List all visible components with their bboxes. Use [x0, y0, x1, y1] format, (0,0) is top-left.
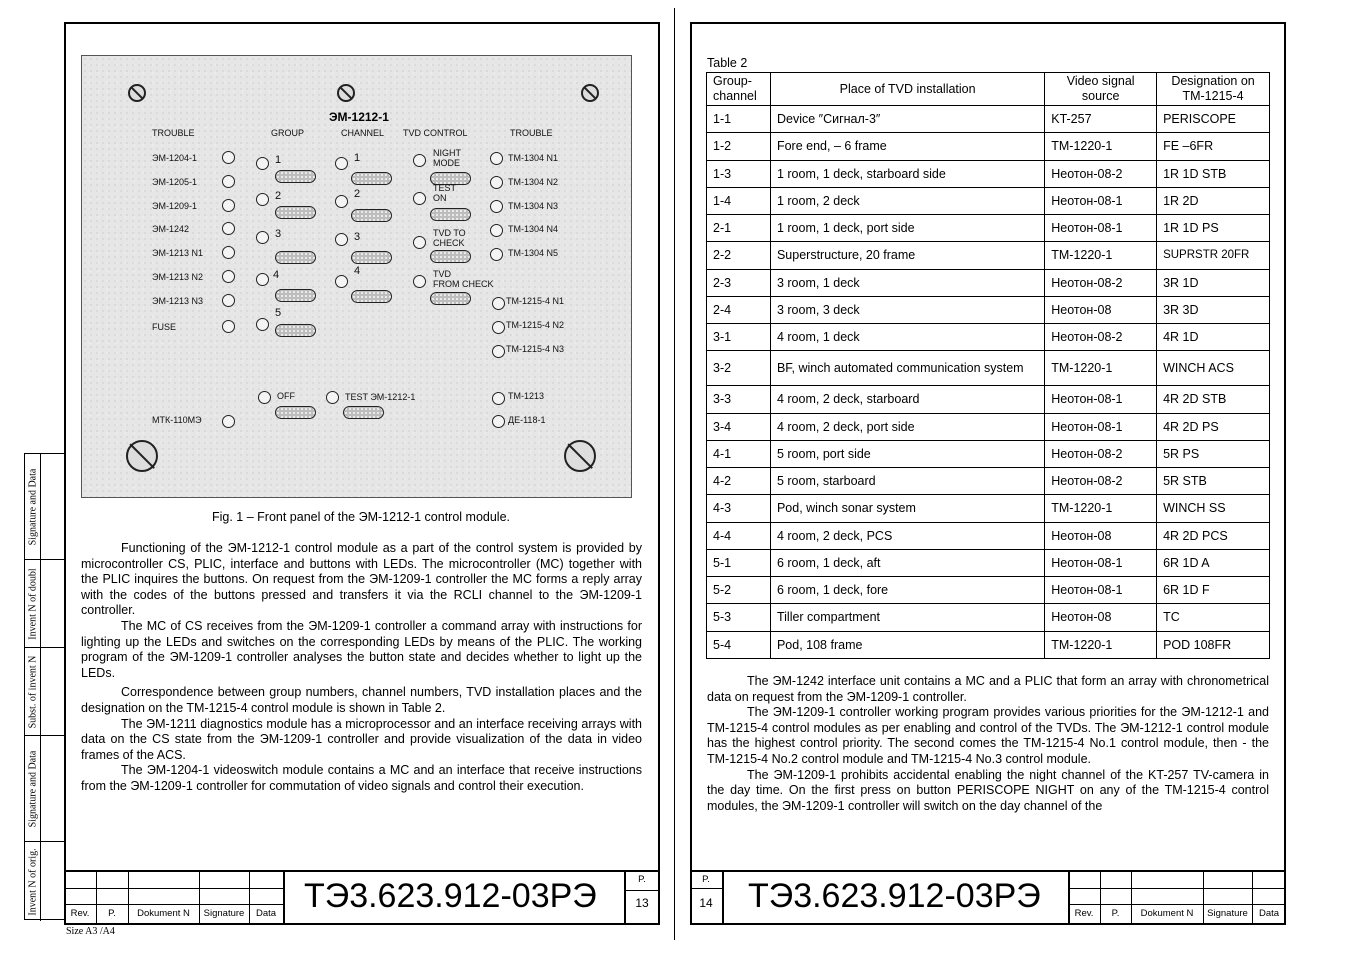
channel-4-button[interactable]: [351, 290, 392, 303]
group-channel-cell: 2-2: [707, 242, 771, 269]
side-stamp-blank: [41, 560, 65, 648]
doc-label: Dokument N: [137, 908, 190, 919]
channel-3-button[interactable]: [351, 251, 392, 264]
video-source-cell: Неотон-08-1: [1045, 549, 1157, 576]
tvd-label: TVD FROM CHECK: [433, 269, 494, 289]
table-row: [707, 269, 1270, 296]
video-source-cell: Неотон-08: [1045, 604, 1157, 631]
tvd-label: TEST ON: [433, 183, 457, 203]
place-cell: Tiller compartment: [770, 604, 1044, 631]
trouble-label: ЭМ-1242: [152, 224, 189, 234]
signature-label: Signature: [203, 908, 245, 919]
screw-icon: [581, 84, 599, 102]
trouble-led: [492, 345, 505, 358]
trouble-led: [492, 415, 505, 428]
tvd-label: TVD TO CHECK: [433, 228, 466, 248]
off-label: OFF: [277, 391, 295, 401]
side-stamp-cell: [25, 648, 41, 736]
place-cell: 6 room, 1 deck, aft: [770, 549, 1044, 576]
page-divider: [674, 8, 675, 940]
group-channel-cell: 3-1: [707, 324, 771, 351]
table-row: [707, 133, 1270, 160]
trouble-led: [222, 246, 235, 259]
tvd-led: [413, 236, 426, 249]
table-header: Designation on TM-1215-4: [1157, 73, 1270, 106]
group-number: 2: [275, 190, 282, 202]
table-row: [707, 413, 1270, 440]
group-channel-cell: 2-4: [707, 296, 771, 323]
tvd-from-check-button[interactable]: [430, 292, 471, 305]
designation-cell: 1R 1D STB: [1157, 160, 1270, 187]
trouble-led: [222, 222, 235, 235]
channel-number: 1: [354, 152, 361, 164]
designation-cell: SUPRSTR 20FR: [1157, 242, 1270, 269]
side-stamp-label: Signature and Data: [27, 468, 38, 545]
trouble-label: ЭМ-1209-1: [152, 201, 197, 211]
video-source-cell: TM-1220-1: [1045, 242, 1157, 269]
designation-cell: 4R 2D STB: [1157, 386, 1270, 413]
place-cell: 1 room, 1 deck, port side: [770, 215, 1044, 242]
table-header: Group- channel: [707, 73, 771, 106]
place-cell: 3 room, 3 deck: [770, 296, 1044, 323]
page-number: 13: [635, 896, 649, 910]
group-led: [256, 157, 269, 170]
table-row: [707, 296, 1270, 323]
side-stamp-cell: [25, 736, 41, 842]
trouble-label: TM-1215-4 N1: [506, 296, 565, 306]
group-channel-cell: 4-1: [707, 440, 771, 467]
group-channel-cell: 4-2: [707, 468, 771, 495]
channel-led: [335, 195, 348, 208]
trouble-led: [222, 270, 235, 283]
group-channel-cell: 1-2: [707, 133, 771, 160]
designation-cell: 4R 1D: [1157, 324, 1270, 351]
designation-cell: 6R 1D F: [1157, 577, 1270, 604]
designation-cell: 6R 1D A: [1157, 549, 1270, 576]
table-row: [707, 440, 1270, 467]
trouble-label: FUSE: [152, 322, 177, 332]
trouble-led: [490, 248, 503, 261]
table-row: [707, 549, 1270, 576]
table-row: [707, 324, 1270, 351]
place-cell: 6 room, 1 deck, fore: [770, 577, 1044, 604]
trouble-label: TM-1304 N4: [508, 224, 559, 234]
trouble-label: ЭМ-1204-1: [152, 153, 197, 163]
designation-cell: WINCH ACS: [1157, 351, 1270, 386]
table-header: Place of TVD installation: [770, 73, 1044, 106]
paragraph: The ЭМ-1209-1 prohibits accidental enabling the night channel of the KT-257 TV-camera in the day time. On the first press on button PERISCOPE NIGHT on any of the TM-1215-4 control modules, the ЭМ-1209-1 controller will switch on the day channel of the: [707, 767, 1269, 813]
designation-cell: 4R 2D PS: [1157, 413, 1270, 440]
trouble-led: [492, 321, 505, 334]
trouble-label: TM-1215-4 N3: [506, 344, 565, 354]
side-stamp-blank: [41, 648, 65, 736]
header-tvd-control: TVD CONTROL: [403, 128, 468, 138]
place-cell: Pod, winch sonar system: [770, 495, 1044, 522]
paragraph: The ЭМ-1209-1 controller working program provides various priorities for the ЭМ-1212-1 and TM-1215-4 control modules as per enabling and control of the TVDs. The ЭМ-1212-1 control module has the highest control priority. The second comes the TM-1215-4 No.1 control module, then - the TM-1215-4 No.2 control module and TM-1215-4 No.3 control module.: [707, 705, 1269, 766]
place-cell: 4 room, 2 deck, port side: [770, 413, 1044, 440]
channel-led: [335, 275, 348, 288]
rev-label: Rev.: [1074, 908, 1094, 919]
side-stamp-label: Invent N of orig.: [27, 847, 38, 916]
video-source-cell: Неотон-08-1: [1045, 386, 1157, 413]
test-on-button[interactable]: [430, 208, 471, 221]
group-channel-cell: 4-4: [707, 522, 771, 549]
tvd-led: [413, 192, 426, 205]
trouble-led: [222, 151, 235, 164]
side-stamp-blank: [41, 842, 65, 921]
tvd-table: [706, 72, 1270, 659]
left-body-text: [81, 541, 642, 795]
trouble-led: [490, 224, 503, 237]
trouble-led: [492, 392, 505, 405]
trouble-label: TM-1304 N3: [508, 201, 559, 211]
group-led: [256, 193, 269, 206]
group-4-button[interactable]: [275, 289, 316, 302]
document-number: ТЭ3.623.912-03РЭ: [304, 877, 597, 915]
channel-number: 4: [354, 265, 361, 277]
trouble-label: ЭМ-1205-1: [152, 177, 197, 187]
designation-cell: 3R 3D: [1157, 296, 1270, 323]
place-cell: 4 room, 2 deck, PCS: [770, 522, 1044, 549]
paragraph: The ЭМ-1242 interface unit contains a MC and a PLIC that form an array with chronometrical data on request from the ЭМ-1209-1 controller.: [707, 674, 1269, 704]
table-row: [707, 351, 1270, 386]
date-label: Data: [1258, 908, 1280, 919]
front-panel-figure: [81, 55, 632, 498]
video-source-cell: TM-1220-1: [1045, 351, 1157, 386]
video-source-cell: Неотон-08-2: [1045, 269, 1157, 296]
page-size-note: Size A3 /A4: [66, 926, 115, 937]
designation-cell: 3R 1D: [1157, 269, 1270, 296]
channel-number: 3: [354, 231, 361, 243]
trouble-led: [490, 200, 503, 213]
side-stamp: [24, 453, 64, 920]
group-number: 3: [275, 228, 282, 240]
table-row: [707, 242, 1270, 269]
side-stamp-blank: [41, 454, 65, 560]
p-label: P.: [108, 908, 116, 919]
side-stamp-blank: [41, 736, 65, 842]
trouble-label: TM-1215-4 N2: [506, 320, 565, 330]
group-3-button[interactable]: [275, 251, 316, 264]
tvd-label: NIGHT MODE: [433, 148, 461, 168]
side-stamp-cell: [25, 454, 41, 560]
table-header: Video signal source: [1045, 73, 1157, 106]
designation-cell: TC: [1157, 604, 1270, 631]
right-title-block: [690, 870, 1286, 925]
group-5-button[interactable]: [275, 324, 316, 337]
place-cell: BF, winch automated communication system: [770, 351, 1044, 386]
place-cell: 3 room, 1 deck: [770, 269, 1044, 296]
place-cell: Device ″Сигнал-3″: [770, 106, 1044, 133]
group-channel-cell: 3-2: [707, 351, 771, 386]
table-row: [707, 631, 1270, 658]
video-source-cell: Неотон-08-2: [1045, 440, 1157, 467]
table-body: [707, 106, 1270, 659]
table-row: [707, 106, 1270, 133]
off-button[interactable]: [275, 406, 316, 419]
header-group: GROUP: [271, 128, 305, 138]
trouble-led: [222, 175, 235, 188]
group-channel-cell: 2-3: [707, 269, 771, 296]
channel-led: [335, 157, 348, 170]
table-row: [707, 215, 1270, 242]
designation-cell: POD 108FR: [1157, 631, 1270, 658]
designation-cell: 1R 1D PS: [1157, 215, 1270, 242]
doc-label: Dokument N: [1140, 908, 1194, 919]
video-source-cell: Неотон-08-1: [1045, 413, 1157, 440]
group-channel-cell: 5-2: [707, 577, 771, 604]
video-source-cell: KT-257: [1045, 106, 1157, 133]
tvd-to-check-button[interactable]: [430, 250, 471, 263]
group-channel-cell: 3-3: [707, 386, 771, 413]
designation-cell: 4R 2D PCS: [1157, 522, 1270, 549]
trouble-led: [492, 297, 505, 310]
tvd-led: [413, 275, 426, 288]
group-channel-cell: 5-1: [707, 549, 771, 576]
header-trouble-right: TROUBLE: [510, 128, 553, 138]
table-row: [707, 468, 1270, 495]
trouble-led: [222, 415, 235, 428]
video-source-cell: Неотон-08-2: [1045, 160, 1157, 187]
group-number: 4: [273, 269, 280, 281]
group-channel-cell: 1-1: [707, 106, 771, 133]
trouble-led: [490, 152, 503, 165]
page-label: P.: [702, 874, 710, 885]
screw-icon: [128, 84, 146, 102]
place-cell: 5 room, port side: [770, 440, 1044, 467]
video-source-cell: Неотон-08-2: [1045, 468, 1157, 495]
group-channel-cell: 2-1: [707, 215, 771, 242]
place-cell: Fore end, – 6 frame: [770, 133, 1044, 160]
group-channel-cell: 5-4: [707, 631, 771, 658]
test-led: [326, 391, 339, 404]
side-stamp-label: Invent N of doubl: [27, 567, 38, 640]
date-label: Data: [255, 908, 277, 919]
p-label: P.: [1111, 908, 1120, 919]
right-body-text: [707, 674, 1269, 814]
video-source-cell: Неотон-08-1: [1045, 577, 1157, 604]
designation-cell: 5R PS: [1157, 440, 1270, 467]
video-source-cell: Неотон-08: [1045, 522, 1157, 549]
signature-label: Signature: [1207, 908, 1248, 919]
place-cell: 4 room, 1 deck: [770, 324, 1044, 351]
table-row: [707, 386, 1270, 413]
table-row: [707, 522, 1270, 549]
page-label: P.: [638, 874, 646, 885]
trouble-label: ЭМ-1213 N3: [152, 296, 203, 306]
trouble-label: TM-1304 N1: [508, 153, 559, 163]
group-channel-cell: 3-4: [707, 413, 771, 440]
group-channel-cell: 5-3: [707, 604, 771, 631]
panel-title: ЭМ-1212-1: [329, 110, 389, 124]
channel-led: [335, 233, 348, 246]
paragraph: Functioning of the ЭМ-1212-1 control module as a part of the control system is provided by microcontroller CS, PLIC, interface and buttons with LEDs. The microcontroller (MC) together with the PLIC inquires the buttons. On request from the ЭМ-1209-1 controller the MC forms a reply array with the codes of the buttons pressed and transfers it via the RCLI channel to the ЭМ-1209-1 controller.: [81, 541, 642, 618]
header-trouble-left: TROUBLE: [152, 128, 195, 138]
trouble-led: [222, 320, 235, 333]
trouble-label: ЭМ-1213 N1: [152, 248, 203, 258]
rev-label: Rev.: [70, 908, 90, 919]
group-1-button[interactable]: [275, 170, 316, 183]
page-number: 14: [699, 896, 713, 910]
video-source-cell: TM-1220-1: [1045, 133, 1157, 160]
tm1213-label: TM-1213: [508, 391, 545, 401]
paragraph: Correspondence between group numbers, channel numbers, TVD installation places and the designation on the TM-1215-4 control module is shown in Table 2.: [81, 685, 642, 715]
channel-1-button[interactable]: [351, 172, 392, 185]
group-number: 1: [275, 154, 282, 166]
document-number: ТЭ3.623.912-03РЭ: [748, 877, 1041, 915]
group-channel-cell: 1-4: [707, 187, 771, 214]
video-source-cell: Неотон-08-2: [1045, 324, 1157, 351]
place-cell: 1 room, 1 deck, starboard side: [770, 160, 1044, 187]
place-cell: 5 room, starboard: [770, 468, 1044, 495]
group-led: [256, 318, 269, 331]
video-source-cell: TM-1220-1: [1045, 495, 1157, 522]
left-title-block: [64, 870, 660, 925]
tvd-led: [413, 154, 426, 167]
channel-number: 2: [354, 188, 361, 200]
place-cell: 4 room, 2 deck, starboard: [770, 386, 1044, 413]
trouble-label: TM-1304 N2: [508, 177, 559, 187]
paragraph: The MC of CS receives from the ЭМ-1209-1 controller a command array with instructions for lighting up the LEDs and switches on the corresponding LEDs by means of the PLIC. The working program of the ЭМ-1209-1 controller analyses the button state and decides whether to light up the LEDs.: [81, 618, 642, 680]
side-stamp-label: Subst. of invent N: [27, 655, 38, 728]
group-number: 5: [275, 307, 282, 319]
table-caption: Table 2: [707, 56, 748, 70]
group-channel-cell: 4-3: [707, 495, 771, 522]
table-row: [707, 604, 1270, 631]
trouble-led: [490, 176, 503, 189]
side-stamp-cell: [25, 560, 41, 648]
screw-icon: [337, 84, 355, 102]
side-stamp-label: Signature and Data: [27, 750, 38, 827]
screw-icon: [564, 440, 596, 472]
group-channel-cell: 1-3: [707, 160, 771, 187]
side-stamp-cell: [25, 842, 41, 921]
table-header-row: [707, 73, 1270, 106]
video-source-cell: Неотон-08-1: [1045, 215, 1157, 242]
paragraph: The ЭМ-1211 diagnostics module has a microprocessor and an interface receiving arrays with data on the CS state from the ЭМ-1209-1 controller and provide visualization of the data in video frames of the ACS.: [81, 716, 642, 762]
trouble-label: ЭМ-1213 N2: [152, 272, 203, 282]
place-cell: Superstructure, 20 frame: [770, 242, 1044, 269]
video-source-cell: Неотон-08-1: [1045, 187, 1157, 214]
screw-icon: [126, 440, 158, 472]
figure-caption: Fig. 1 – Front panel of the ЭМ-1212-1 control module.: [211, 510, 511, 524]
paragraph: The ЭМ-1204-1 videoswitch module contains a MC and an interface that receive instructions from the ЭМ-1209-1 controller for commutation of video signals and control their execution.: [81, 763, 642, 793]
group-led: [256, 273, 269, 286]
group-led: [256, 231, 269, 244]
table-row: [707, 160, 1270, 187]
trouble-led: [222, 199, 235, 212]
video-source-cell: Неотон-08: [1045, 296, 1157, 323]
header-channel: CHANNEL: [341, 128, 385, 138]
table-row: [707, 495, 1270, 522]
place-cell: 1 room, 2 deck: [770, 187, 1044, 214]
video-source-cell: TM-1220-1: [1045, 631, 1157, 658]
off-led: [258, 391, 271, 404]
group-2-button[interactable]: [275, 206, 316, 219]
designation-cell: 1R 2D: [1157, 187, 1270, 214]
place-cell: Pod, 108 frame: [770, 631, 1044, 658]
table-row: [707, 577, 1270, 604]
trouble-led: [222, 294, 235, 307]
trouble-label: TM-1304 N5: [508, 248, 559, 258]
designation-cell: PERISCOPE: [1157, 106, 1270, 133]
de118-label: ДЕ-118-1: [508, 415, 546, 425]
designation-cell: 5R STB: [1157, 468, 1270, 495]
table-row: [707, 187, 1270, 214]
mtk-label: МТК-110МЭ: [152, 415, 202, 425]
designation-cell: WINCH SS: [1157, 495, 1270, 522]
designation-cell: FE –6FR: [1157, 133, 1270, 160]
test-label: TEST ЭМ-1212-1: [345, 392, 416, 402]
channel-2-button[interactable]: [351, 209, 392, 222]
test-button[interactable]: [343, 406, 384, 419]
